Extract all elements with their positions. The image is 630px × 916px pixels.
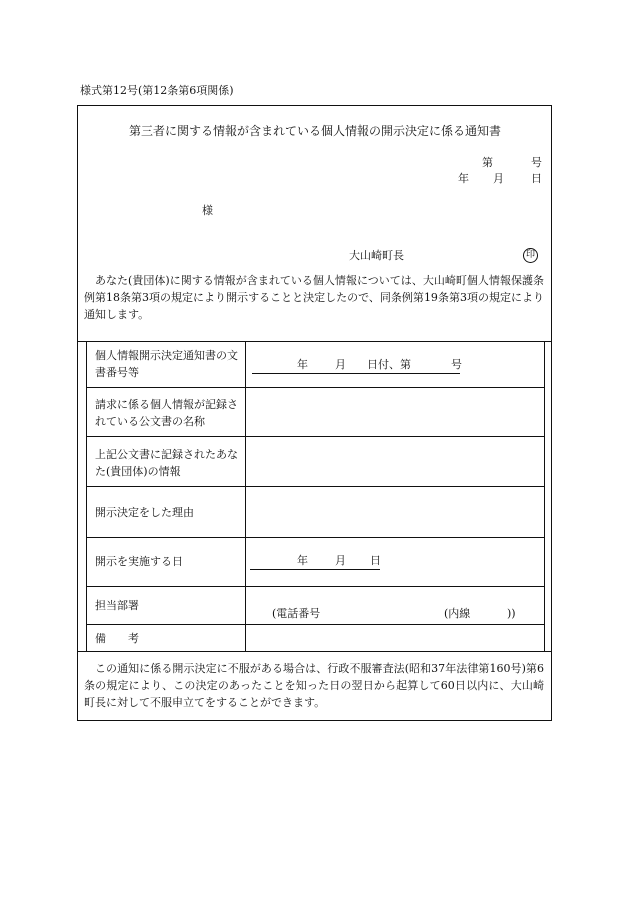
department-extension-close: )) bbox=[507, 607, 516, 620]
intro-paragraph: あなた(貴団体)に関する情報が含まれている個人情報については、大山崎町個人情報保護条例第18条第3項の規定により開示することと決定したので、同条例第19条第3項の規定により通知します。 bbox=[84, 274, 544, 321]
row-divider bbox=[86, 387, 544, 388]
doc-number-day: 日付、第 bbox=[367, 358, 411, 371]
department-extension: (内線 bbox=[444, 607, 471, 620]
row-divider bbox=[86, 486, 544, 487]
date-day: 日 bbox=[531, 172, 542, 185]
label-document-name: 請求に係る個人情報が記録されている公文書の名称 bbox=[95, 398, 238, 428]
appeal-notice: この通知に係る開示決定に不服がある場合は、行政不服審査法(昭和37年法律第160号)第6条の規定により、この決定のあったことを知った日の翌日から起算して60日以内に、大山崎町長に対して不服申立てをすることができます。 bbox=[84, 662, 544, 709]
doc-number-year: 年 bbox=[297, 358, 308, 371]
label-remarks: 備 考 bbox=[95, 632, 139, 645]
number-suffix: 号 bbox=[531, 156, 542, 169]
form-number: 様式第12号(第12条第6項関係) bbox=[80, 84, 234, 97]
issuer-name: 大山崎町長 bbox=[349, 249, 404, 262]
doc-number-underline bbox=[252, 373, 460, 374]
label-department: 担当部署 bbox=[95, 599, 139, 612]
row-divider bbox=[86, 624, 544, 625]
label-reason: 開示決定をした理由 bbox=[95, 506, 194, 519]
date-year: 年 bbox=[458, 172, 469, 185]
label-document-number: 個人情報開示決定通知書の文書番号等 bbox=[95, 349, 238, 379]
date-month: 月 bbox=[493, 172, 504, 185]
table-right-border bbox=[544, 341, 545, 651]
number-prefix: 第 bbox=[482, 156, 493, 169]
seal-mark: 印 bbox=[523, 248, 538, 263]
doc-number-suffix: 号 bbox=[451, 358, 462, 371]
doc-number-month: 月 bbox=[335, 358, 346, 371]
disclosure-year: 年 bbox=[297, 554, 308, 567]
row-divider bbox=[86, 586, 544, 587]
disclosure-day: 日 bbox=[370, 554, 381, 567]
label-recorded-info: 上記公文書に記録されたあなた(貴団体)の情報 bbox=[95, 448, 238, 478]
row-divider bbox=[86, 436, 544, 437]
label-disclosure-date: 開示を実施する日 bbox=[95, 555, 183, 568]
department-phone: (電話番号 bbox=[272, 607, 321, 620]
disclosure-month: 月 bbox=[335, 554, 346, 567]
table-bottom-line bbox=[77, 651, 552, 652]
row-divider bbox=[86, 537, 544, 538]
disclosure-underline bbox=[250, 569, 380, 570]
addressee-suffix: 様 bbox=[202, 204, 213, 217]
table-top-line bbox=[77, 341, 552, 342]
document-title: 第三者に関する情報が含まれている個人情報の開示決定に係る通知書 bbox=[128, 124, 501, 138]
